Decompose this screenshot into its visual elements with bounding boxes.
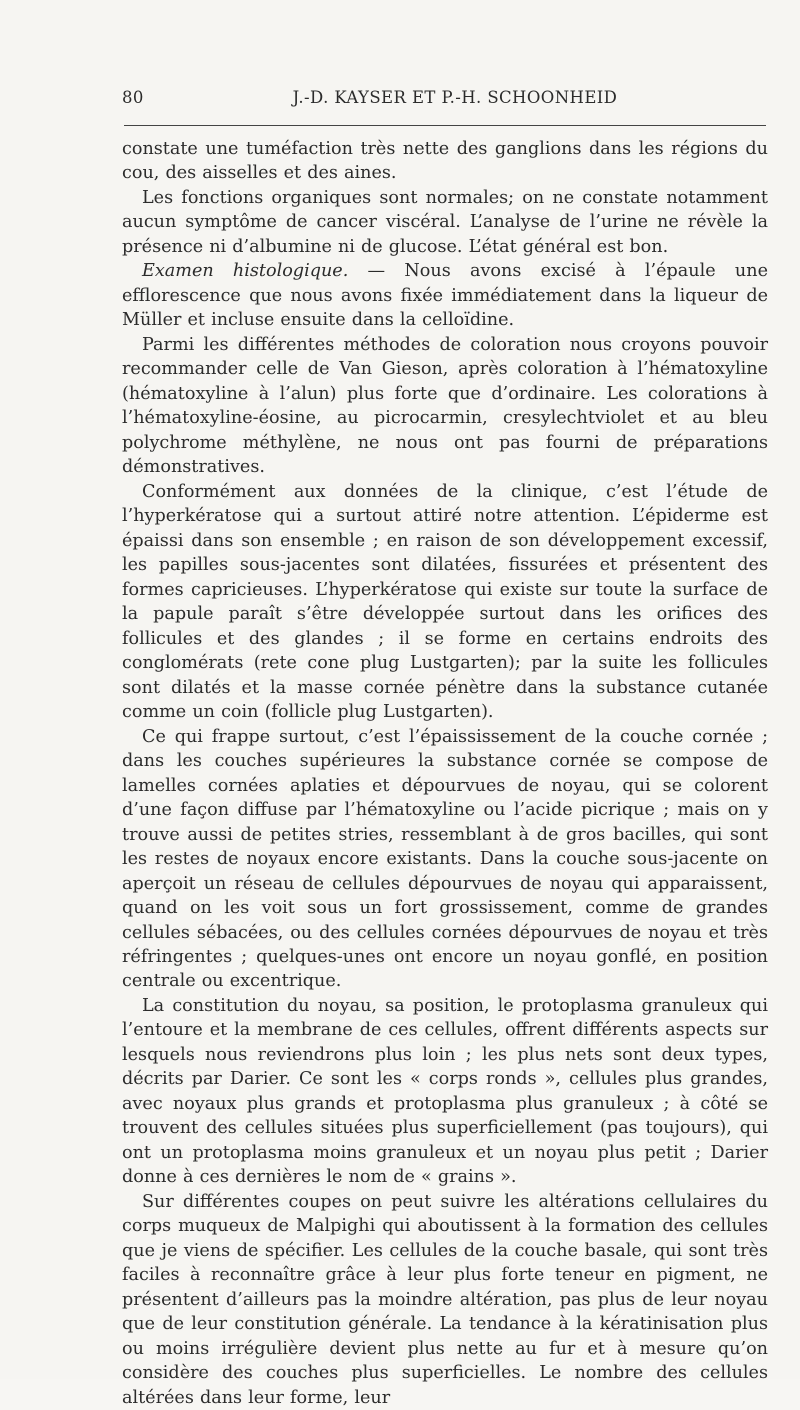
paragraph: Conformément aux données de la clinique, c’est l’étude de l’hyperkératose qui a surtout attiré notre attention. L’épiderme est épaissi dans son ensemble ; en raison de son développement excessif, les papilles sous-jacentes sont dilatées, fissurées et présentent des formes capricieuses. L’hyperkératose qui existe sur toute la surface de la papule paraît s’être développée surtout dans les orifices des follicules et des glandes ; il se forme en certains endroits des conglomérats (rete cone plug Lustgarten); par la suite les follicules sont dilatés et la masse cornée pénètre dans la substance cutanée comme un coin (follicle plug Lustgarten). <box>122 481 768 723</box>
section-heading: Examen histologique. <box>142 261 349 282</box>
paragraph: La constitution du noyau, sa position, le protoplasma granuleux qui l’entoure et la membrane de ces cellules, offrent différents aspects sur lesquels nous reviendrons plus loin ; les plus nets sont deux types, décrits par Darier. Ce sont les « corps ronds », cellules plus grandes, avec noyaux plus grands et protoplasma plus granuleux ; à côté se trouvent des cellules situées plus superficiellement (pas toujours), qui ont un protoplasma moins granuleux et un noyau plus petit ; Darier donne à ces dernières le nom de « grains ». <box>122 995 768 1188</box>
paragraph: Les fonctions organiques sont normales; on ne constate notamment aucun symptôme de cancer viscéral. L’analyse de l’urine ne révèle la présence ni d’albumine ni de glucose. L’état général est bon. <box>122 187 768 257</box>
paragraph: Sur différentes coupes on peut suivre les altérations cellulaires du corps muqueux de Malpighi qui aboutissent à la formation des cellules que je viens de spécifier. Les cellules de la couche basale, qui sont très faciles à reconnaître grâce à leur plus forte teneur en pigment, ne présentent d’ailleurs pas la moindre altération, pas plus de leur noyau que de leur constitution générale. La tendance à la kératinisation plus ou moins irrégulière devient plus nette au fur et à mesure qu’on considère des couches plus superficielles. Le nombre des cellules altérées dans leur forme, leur <box>122 1191 768 1408</box>
paragraph: Examen histologique. — Nous avons excisé à l’épaule une efflorescence que nous avons fixée immédiatement dans la liqueur de Müller et incluse ensuite dans la celloïdine. <box>122 261 768 331</box>
header-rule <box>124 125 766 126</box>
running-head: J.-D. KAYSER ET P.-H. SCHOONHEID <box>292 88 618 107</box>
paragraph: Ce qui frappe surtout, c’est l’épaississement de la couche cornée ; dans les couches supérieures la substance cornée se compose de lamelles cornées aplaties et dépourvues de noyau, qui se colorent d’une façon diffuse par l’hématoxyline ou l’acide picrique ; mais on y trouve aussi de petites stries, ressemblant à de gros bacilles, qui sont les restes de noyaux encore existants. Dans la couche sous-jacente on aperçoit un réseau de cellules dépourvues de noyau qui apparaissent, quand on les voit sous un fort grossissement, comme de grandes cellules sébacées, ou des cellules cornées dépourvues de noyau et très réfringentes ; quelques-unes ont encore un noyau gonflé, en position centrale ou excentrique. <box>122 726 768 992</box>
body-text <box>122 137 768 1410</box>
paragraph: constate une tuméfaction très nette des ganglions dans les régions du cou, des aisselles et des aines. <box>122 139 768 184</box>
page-number: 80 <box>122 88 144 107</box>
paragraph: Parmi les différentes méthodes de coloration nous croyons pouvoir recommander celle de Van Gieson, après coloration à l’hématoxyline (hématoxyline à l’alun) plus forte que d’ordinaire. Les colorations à l’hématoxyline-éosine, au picrocarmin, cresylechtviolet et au bleu polychrome méthylène, ne nous ont pas fourni de préparations démonstratives. <box>122 334 768 478</box>
page-header <box>122 88 768 112</box>
